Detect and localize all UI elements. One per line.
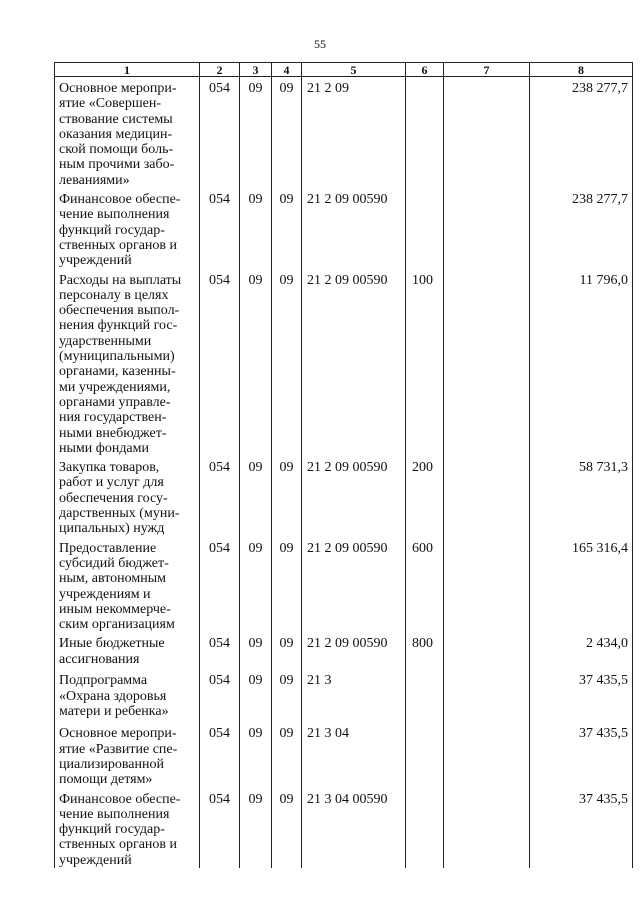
table-body [55,77,633,869]
row-subsection-code: 09 [272,632,302,669]
row-target-code: 21 3 04 00590 [302,788,406,868]
row-ministry-code: 054 [200,269,240,457]
row-col7 [444,456,530,536]
row-expense-type [406,788,444,868]
column-header: 4 [272,63,302,77]
row-amount: 11 796,0 [530,269,633,457]
row-name: Финансовое обеспе- чение выполнения функций государ- ственных органов и учреждений [55,188,200,268]
row-col7 [444,722,530,787]
row-amount: 165 316,4 [530,537,633,633]
table-row [55,632,633,669]
row-ministry-code: 054 [200,537,240,633]
row-amount: 37 435,5 [530,788,633,868]
row-col7 [444,632,530,669]
row-section-code: 09 [240,669,272,722]
row-subsection-code: 09 [272,788,302,868]
row-section-code: 09 [240,77,272,189]
table-row [55,722,633,787]
row-ministry-code: 054 [200,456,240,536]
row-target-code: 21 2 09 00590 [302,632,406,669]
column-header: 1 [55,63,200,77]
row-expense-type [406,722,444,787]
row-ministry-code: 054 [200,188,240,268]
table-row [55,269,633,457]
row-target-code: 21 3 04 [302,722,406,787]
column-header: 5 [302,63,406,77]
row-expense-type: 800 [406,632,444,669]
table-row [55,788,633,868]
row-target-code: 21 2 09 [302,77,406,189]
row-col7 [444,188,530,268]
row-subsection-code: 09 [272,456,302,536]
row-ministry-code: 054 [200,722,240,787]
table-row [55,669,633,722]
row-amount: 37 435,5 [530,722,633,787]
row-col7 [444,669,530,722]
row-expense-type: 600 [406,537,444,633]
row-section-code: 09 [240,188,272,268]
page-number: 55 [314,37,326,51]
row-name: Иные бюджетные ассигнования [55,632,200,669]
row-expense-type [406,669,444,722]
row-expense-type: 100 [406,269,444,457]
column-header: 6 [406,63,444,77]
row-name: Подпрограмма «Охрана здоровья матери и ребенка» [55,669,200,722]
row-subsection-code: 09 [272,669,302,722]
column-header: 7 [444,63,530,77]
column-header: 8 [530,63,633,77]
table-row [55,456,633,536]
table-row [55,188,633,268]
row-col7 [444,788,530,868]
row-section-code: 09 [240,788,272,868]
row-name: Закупка товаров, работ и услуг для обеспечения госу- дарственных (муни- ципальных) нужд [55,456,200,536]
row-target-code: 21 2 09 00590 [302,269,406,457]
row-subsection-code: 09 [272,269,302,457]
row-col7 [444,269,530,457]
row-amount: 2 434,0 [530,632,633,669]
row-name: Основное меропри- ятие «Совершен- ствование системы оказания медицин- ской помощи боль- ным прочими забо- леваниями» [55,77,200,189]
row-target-code: 21 2 09 00590 [302,456,406,536]
row-expense-type: 200 [406,456,444,536]
row-amount: 58 731,3 [530,456,633,536]
row-amount: 238 277,7 [530,188,633,268]
row-section-code: 09 [240,456,272,536]
row-expense-type [406,188,444,268]
row-name: Предоставление субсидий бюджет- ным, автономным учреждениям и иным некоммерче- ским организациям [55,537,200,633]
table-row [55,77,633,189]
row-name: Основное меропри- ятие «Развитие спе- циализированной помощи детям» [55,722,200,787]
row-expense-type [406,77,444,189]
row-section-code: 09 [240,632,272,669]
row-ministry-code: 054 [200,669,240,722]
column-header: 3 [240,63,272,77]
row-amount: 37 435,5 [530,669,633,722]
column-header: 2 [200,63,240,77]
row-subsection-code: 09 [272,537,302,633]
row-col7 [444,537,530,633]
row-section-code: 09 [240,722,272,787]
row-name: Расходы на выплаты персоналу в целях обеспечения выпол- нения функций гос- ударственными (муниципальными) органами, казенны- ми учреждениями, органами управле- ния государствен- ными внебюджет- ными фондами [55,269,200,457]
budget-table [54,62,633,868]
row-subsection-code: 09 [272,77,302,189]
row-name: Финансовое обеспе- чение выполнения функций государ- ственных органов и учреждений [55,788,200,868]
table-header-row [55,63,633,77]
row-ministry-code: 054 [200,788,240,868]
row-subsection-code: 09 [272,722,302,787]
row-target-code: 21 3 [302,669,406,722]
row-target-code: 21 2 09 00590 [302,537,406,633]
row-section-code: 09 [240,269,272,457]
row-amount: 238 277,7 [530,77,633,189]
row-section-code: 09 [240,537,272,633]
row-subsection-code: 09 [272,188,302,268]
table-row [55,537,633,633]
row-ministry-code: 054 [200,77,240,189]
row-ministry-code: 054 [200,632,240,669]
row-col7 [444,77,530,189]
row-target-code: 21 2 09 00590 [302,188,406,268]
